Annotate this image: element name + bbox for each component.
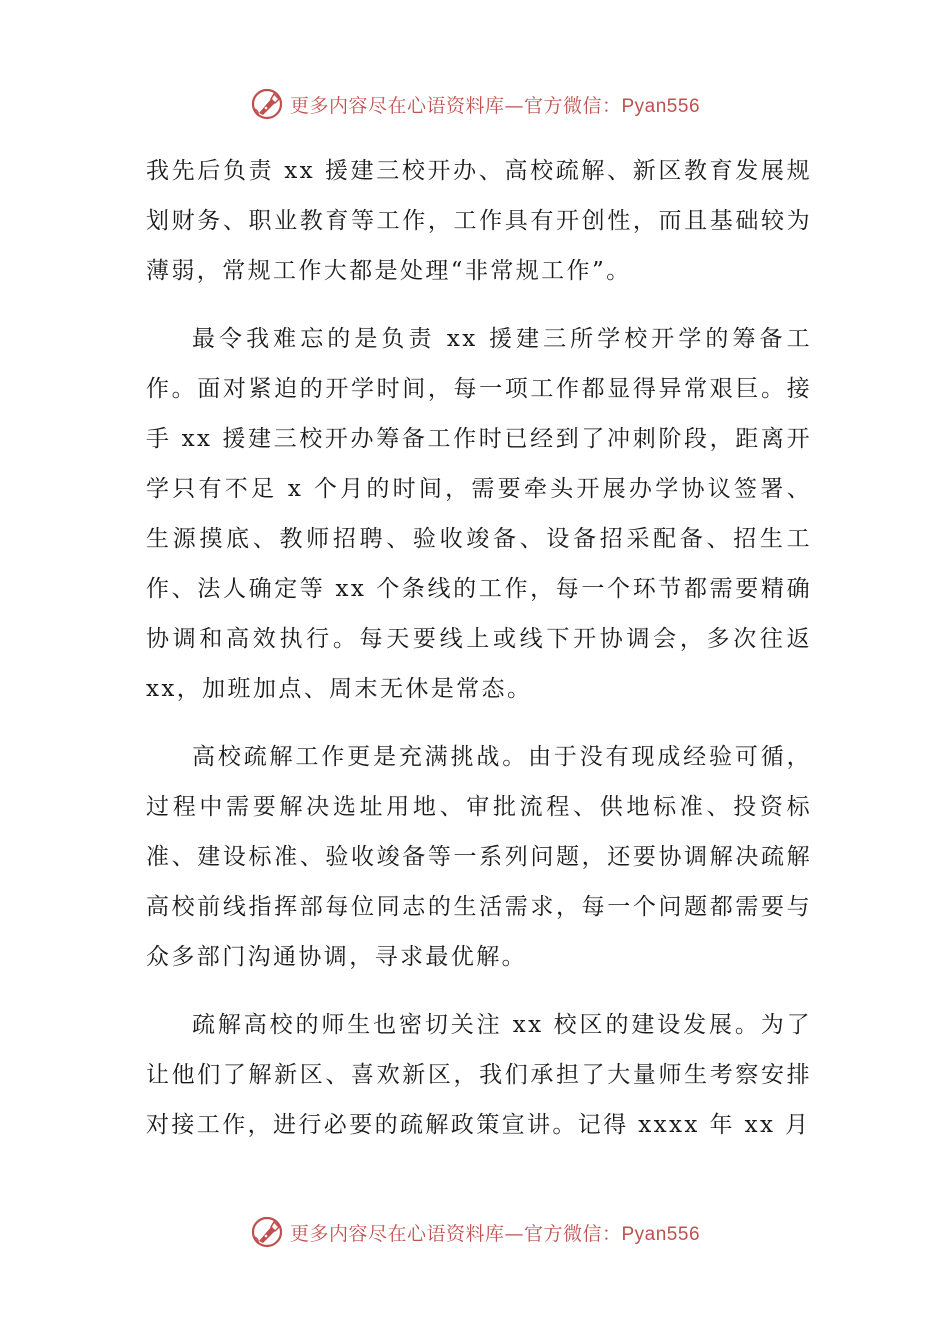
paragraph-3: 高校疏解工作更是充满挑战。由于没有现成经验可循，过程中需要解决选址用地、审批流程、供地标准、投资标准、建设标准、验收竣备等一系列问题，还要协调解决疏解高校前线指挥部每位同志的生活需求，每一个问题都需要与众多部门沟通协调，寻求最优解。 <box>146 744 812 970</box>
header-wechat-id: Pyan556 <box>621 95 701 117</box>
document-body <box>146 146 812 1150</box>
footer-banner-label: 更多内容尽在心语资料库—官方微信： <box>289 1222 622 1245</box>
footer-wechat-id: Pyan556 <box>621 1223 701 1245</box>
footer-banner-text <box>290 1219 700 1246</box>
pen-nib-logo-icon <box>250 87 284 121</box>
footer-banner <box>0 1212 950 1252</box>
paragraph-2: 最令我难忘的是负责 xx 援建三所学校开学的筹备工作。面对紧迫的开学时间，每一项工作都显得异常艰巨。接手 xx 援建三校开办筹备工作时已经到了冲刺阶段，距离开学只有不足 x 个月的时间，需要牵头开展办学协议签署、生源摸底、教师招聘、验收竣备、设备招采配备、招生工作、法人确定等 xx 个条线的工作，每一个环节都需要精确协调和高效执行。每天要线上或线下开协调会，多次往返 xx，加班加点、周末无休是常态。 <box>146 326 812 702</box>
pen-nib-logo-icon <box>250 1215 284 1249</box>
header-banner-label: 更多内容尽在心语资料库—官方微信： <box>289 94 622 117</box>
header-banner <box>0 84 950 124</box>
paragraph-1: 我先后负责 xx 援建三校开办、高校疏解、新区教育发展规划财务、职业教育等工作，工作具有开创性，而且基础较为薄弱，常规工作大都是处理“非常规工作”。 <box>146 158 812 284</box>
header-banner-text <box>290 91 700 118</box>
paragraph-4: 疏解高校的师生也密切关注 xx 校区的建设发展。为了让他们了解新区、喜欢新区，我们承担了大量师生考察安排对接工作，进行必要的疏解政策宣讲。记得 xxxx 年 xx 月 <box>146 1012 812 1138</box>
